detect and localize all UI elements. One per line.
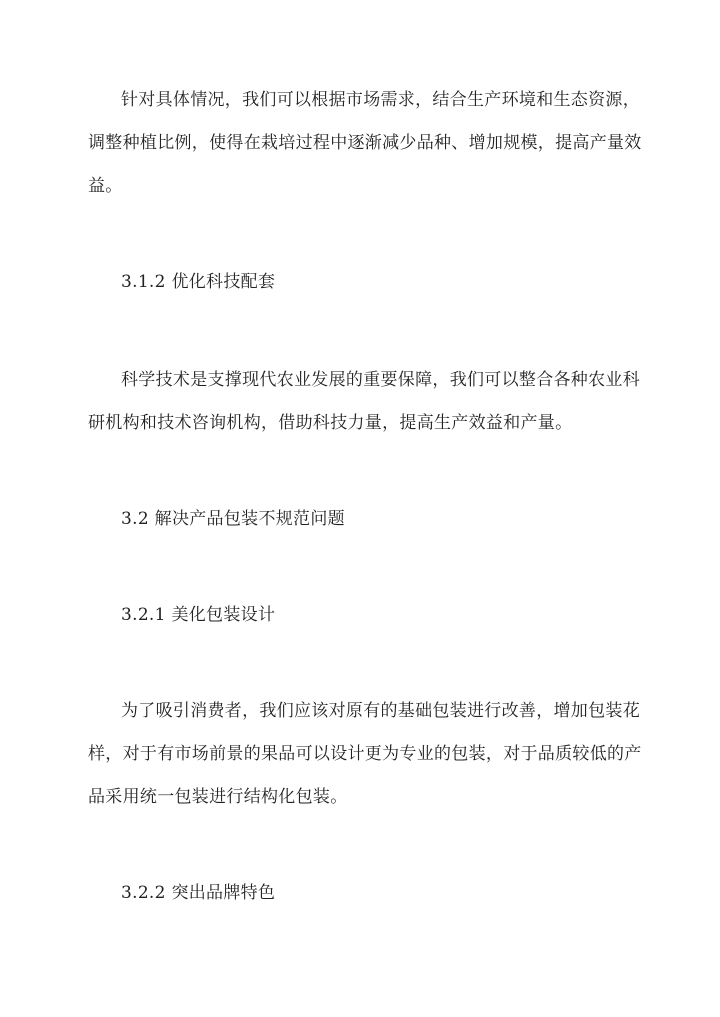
paragraph-2-line-2: 研机构和技术咨询机构，借助科技力量，提高生产效益和产量。: [88, 413, 573, 433]
section-heading-3-1-2: 3.1.2 优化科技配套: [121, 272, 276, 292]
section-heading-3-2-1: 3.2.1 美化包装设计: [121, 605, 276, 625]
paragraph-3-line-3: 品采用统一包装进行结构化包装。: [88, 787, 348, 807]
section-heading-3-2-2: 3.2.2 突出品牌特色: [121, 883, 276, 903]
paragraph-2-line-1: 科学技术是支撑现代农业发展的重要保障，我们可以整合各种农业科: [121, 370, 640, 390]
paragraph-3-line-1: 为了吸引消费者，我们应该对原有的基础包装进行改善，增加包装花: [121, 701, 640, 721]
paragraph-1-line-2: 调整种植比例，使得在栽培过程中逐渐减少品种、增加规模，提高产量效: [88, 133, 642, 153]
section-heading-3-2: 3.2 解决产品包装不规范问题: [121, 509, 345, 529]
paragraph-1-line-3: 益。: [88, 176, 123, 196]
paragraph-1-line-1: 针对具体情况，我们可以根据市场需求，结合生产环境和生态资源，: [121, 90, 640, 110]
paragraph-3-line-2: 样，对于有市场前景的果品可以设计更为专业的包装，对于品质较低的产: [88, 744, 642, 764]
